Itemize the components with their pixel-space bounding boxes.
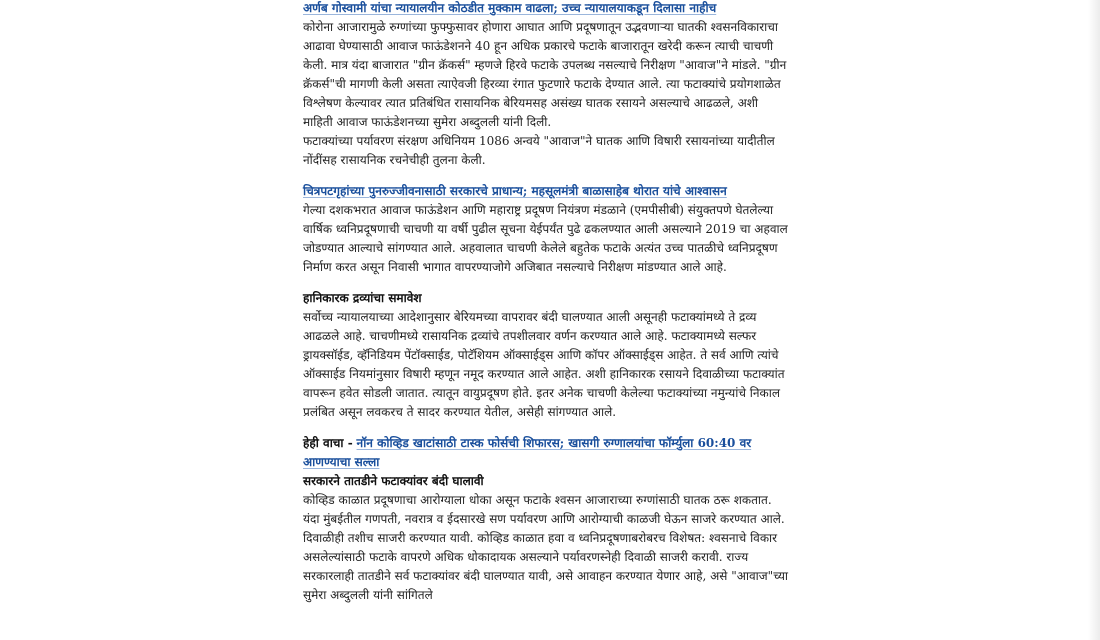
also-read — [303, 434, 791, 472]
related-article-link-arnab[interactable]: अर्णब गोस्वामी यांचा न्यायालयीन कोठडीत मुक्काम वाढला; उच्च न्यायालयाकडून दिलासा नाहीच — [303, 1, 717, 15]
subheading-ban-firecrackers: सरकारने तातडीने फटाक्यांवर बंदी घालावी — [303, 474, 484, 488]
article-body — [303, 0, 791, 605]
paragraph-covid-firecracker-test: कोरोना आजारामुळे रुग्णांच्या फुफ्फुसावर होणारा आघात आणि प्रदूषणातून उद्भवणाऱ्या घातकी श्वसनविकाराचा आढावा घेण्यासाठी आवाज फाऊंडेशनने 40 हून अधिक प्रकारचे फटाके बाजारातून खरेदी करून त्याची चाचणी केली. मात्र यंदा बाजारात "ग्रीन क्रॅकर्स" म्हणजे हिरवे फटाके उपलब्ध नसल्याचे निरीक्षण "आवाज"ने मांडले. "ग्रीन क्रॅकर्स"ची मागणी केली असता त्याऐवजी हिरव्या रंगात फुटणारे फटाके देण्यात आले. त्या फटाक्यांचे प्रयोगशाळेत विश्लेषण केल्यावर त्यात प्रतिबंधित रासायनिक बेरियमसह असंख्य घातक रसायने असल्याचे आढळले, अशी माहिती आवाज फाऊंडेशनच्या सुमेरा अब्दुलली यांनी दिली. — [303, 20, 787, 129]
related-article-link-task-force[interactable]: नॉन कोव्हिड खाटांसाठी टास्क फोर्सची शिफारस; खासगी रुग्णालयांचा फॉर्म्युला 60:40 वर आणण्याचा सल्ला — [303, 436, 752, 469]
also-read-prefix: हेही वाचा - — [303, 436, 353, 450]
paragraph-noise-pollution-report: गेल्या दशकभरात आवाज फाऊंडेशन आणि महाराष्ट्र प्रदूषण नियंत्रण मंडळाने (एमपीसीबी) संयुक्तपणे घेतलेल्या वार्षिक ध्वनिप्रदूषणाची चाचणी या वर्षी पुढील सूचना येईपर्यंत पुढे ढकलण्यात आली असल्याने 2019 चा अहवाल जोडण्यात आल्याचे सांगण्यात आले. अहवालात चाचणी केलेले बहुतेक फटाके अत्यंत उच्च पातळीचे ध्वनिप्रदूषण निर्माण करत असून निवासी भागात वापरण्याजोगे अजिबात नसल्याचे निरीक्षण मांडण्यात आले आहे. — [303, 203, 788, 274]
related-link-row-1 — [303, 0, 791, 18]
related-link-row-2 — [303, 182, 791, 201]
subheading-harmful-substances: हानिकारक द्रव्यांचा समावेश — [303, 291, 422, 305]
paragraph-harmful-chemicals: सर्वोच्च न्यायालयाच्या आदेशानुसार बेरियमच्या वापरावर बंदी घालण्यात आली असूनही फटाक्यांमध्ये ते द्रव्य आढळले आहे. चाचणीमध्ये रासायनिक द्रव्यांचे तपशीलवार वर्णन करण्यात आले आहे. फटाक्यामध्ये सल्फर ड्रायक्सॉईड, व्हॅनिडियम पेंटॉक्साईड, पोटॅशियम ऑक्साईड्स आणि कॉपर ऑक्साईड्स आहेत. ते सर्व आणि त्यांचे ऑक्साईड नियमांनुसार विषारी म्हणून नमूद करण्यात आले आहेत. अशी हानिकारक रसायने दिवाळीच्या फटाक्यांत वापरून हवेत सोडली जातात. त्यातून वायुप्रदूषण होते. इतर अनेक चाचणी केलेल्या फटाक्यांच्या नमुन्यांचे निकाल प्रलंबित असून लवकरच ते सादर करण्यात येतील, असेही सांगण्यात आले. — [303, 310, 785, 419]
paragraph-environment-act: फटाक्यांच्या पर्यावरण संरक्षण अधिनियम 1086 अन्वये "आवाज"ने घातक आणि विषारी रसायनांच्या यादीतील नोंदींसह रासायनिक रचनेचीही तुलना केली. — [303, 134, 775, 167]
paragraph-ban-appeal: कोव्हिड काळात प्रदूषणाचा आरोग्याला धोका असून फटाके श्वसन आजाराच्या रुग्णांसाठी घातक ठरू शकतात. यंदा मुंबईतील गणपती, नवरात्र व ईदसारखे सण पर्यावरण आणि आरोग्याची काळजी घेऊन साजरे करण्यात आले. दिवाळीही तशीच साजरी करण्यात यावी. कोव्हिड काळात हवा व ध्वनिप्रदूषणाबरोबरच विशेषत: श्वसनाचे विकार असलेल्यांसाठी फटाके वापरणे अधिक धोकादायक असल्याने पर्यावरणस्नेही दिवाळी साजरी करावी. राज्य सरकारलाही तातडीने सर्व फटाक्यांवर बंदी घालण्यात यावी, असे आवाहन करण्यात येणार आहे, असे "आवाज"च्या सुमेरा अब्दुलली यांनी सांगितले — [303, 493, 789, 602]
related-article-link-cinema[interactable]: चित्रपटगृहांच्या पुनरुज्जीवनासाठी सरकारचे प्राधान्य; महसूलमंत्री बाळासाहेब थोरात यांचे आश्वासन — [303, 184, 727, 198]
scrollbar-edge[interactable] — [1088, 0, 1100, 640]
